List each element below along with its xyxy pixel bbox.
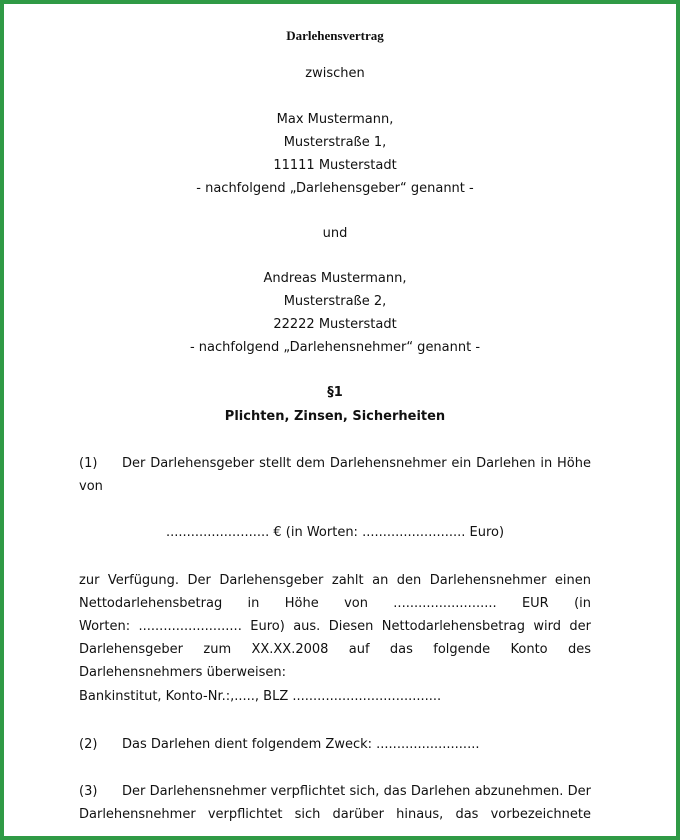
paragraph-number: (1) xyxy=(79,456,98,471)
section-heading: Plichten, Zinsen, Sicherheiten xyxy=(224,409,446,424)
lender-street: Musterstraße 1, xyxy=(283,135,387,150)
paragraph-text: Der Darlehensgeber stellt dem Darlehensnehmer ein Darlehen in Höhe xyxy=(122,456,591,471)
body-line: Nettodarlehensbetrag in Höhe von ......................... EUR (in xyxy=(79,596,591,611)
between-label: zwischen xyxy=(305,66,365,81)
and-label: und xyxy=(322,226,348,241)
body-line: Darlehensgeber zum XX.XX.2008 auf das folgende Konto des xyxy=(79,642,591,657)
borrower-city: 22222 Musterstadt xyxy=(273,317,397,332)
bank-details-line: Bankinstitut, Konto-Nr.:,....., BLZ .................................... xyxy=(79,689,442,704)
section-number: §1 xyxy=(327,385,343,400)
paragraph-number: (2) xyxy=(79,737,98,752)
paragraph-number: (3) xyxy=(79,784,98,799)
borrower-street: Musterstraße 2, xyxy=(283,294,387,309)
paragraph-text: Der Darlehensnehmer verpflichtet sich, das Darlehen abzunehmen. Der xyxy=(122,784,591,799)
paragraph-3-continuation: Darlehensnehmer verpflichtet sich darüber hinaus, das vorbezeichnete xyxy=(79,807,591,822)
lender-role: - nachfolgend „Darlehensgeber“ genannt - xyxy=(196,181,474,196)
paragraph-1-continuation: von xyxy=(79,479,103,494)
lender-name: Max Mustermann, xyxy=(276,112,394,127)
document-title: Darlehensvertrag xyxy=(286,28,384,43)
amount-line: ......................... € (in Worten: ......................... Euro) xyxy=(165,525,505,540)
lender-city: 11111 Musterstadt xyxy=(273,158,397,173)
body-line-last: Darlehensnehmers überweisen: xyxy=(79,665,287,680)
borrower-role: - nachfolgend „Darlehensnehmer“ genannt - xyxy=(189,340,481,355)
paragraph-text: Das Darlehen dient folgendem Zweck: ......................... xyxy=(122,737,480,752)
body-line: zur Verfügung. Der Darlehensgeber zahlt an den Darlehensnehmer einen xyxy=(79,573,591,588)
borrower-name: Andreas Mustermann, xyxy=(263,271,407,286)
body-line: Worten: ......................... Euro) aus. Diesen Nettodarlehensbetrag wird der xyxy=(79,619,591,634)
